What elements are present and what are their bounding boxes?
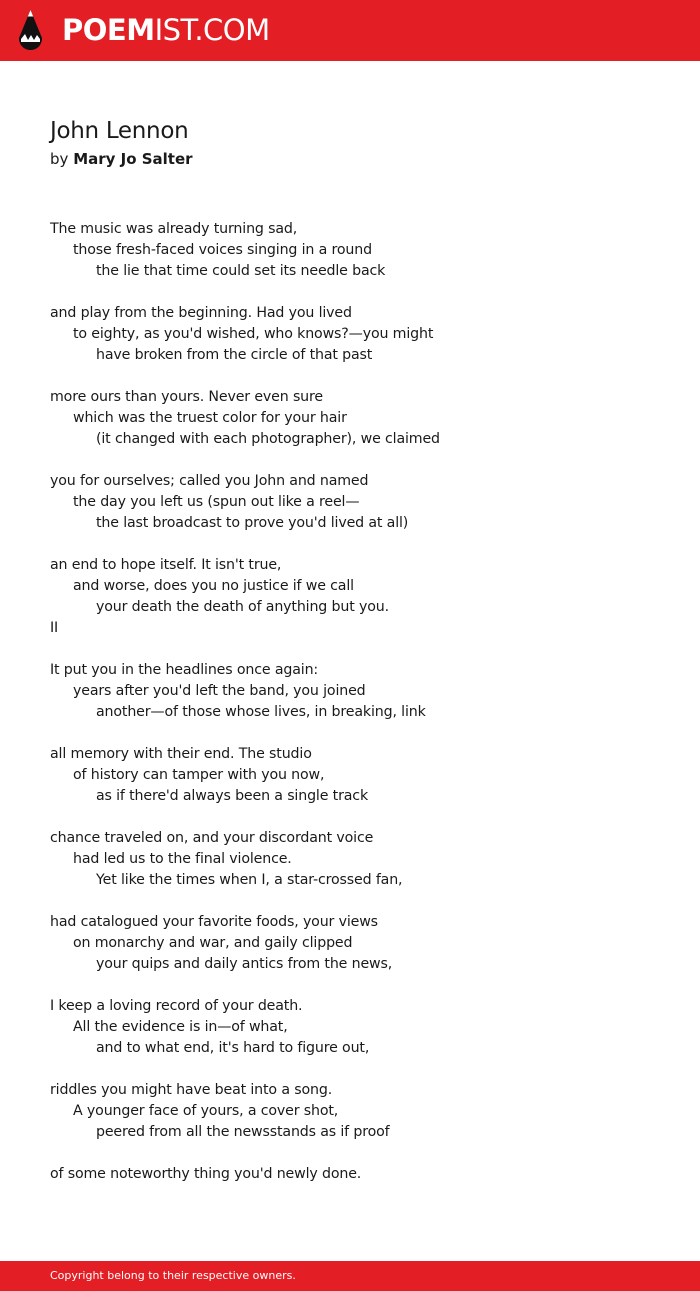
- poem-line: more ours than yours. Never even sure: [50, 389, 323, 405]
- poem-line: The music was already turning sad,: [50, 221, 298, 237]
- poem-line: another—of those whose lives, in breaking, link: [96, 704, 426, 720]
- copyright-notice: Copyright belong to their respective owners.: [50, 1269, 296, 1282]
- pencil-logo-icon: [17, 9, 44, 51]
- logo-text-light: IST.COM: [154, 13, 270, 47]
- stanza-gap: [50, 723, 670, 744]
- poem-line: the day you left us (spun out like a reel—: [73, 494, 360, 510]
- poem-line: riddles you might have beat into a song.: [50, 1082, 333, 1098]
- stanza-gap: [50, 807, 670, 828]
- poem-line: which was the truest color for your hair: [73, 410, 347, 426]
- poem-body: [50, 219, 670, 1185]
- poem-line: of history can tamper with you now,: [73, 767, 325, 783]
- poem-line: the last broadcast to prove you'd lived at all): [96, 515, 409, 531]
- poem-line: had led us to the final violence.: [73, 851, 292, 867]
- poem-line: have broken from the circle of that past: [96, 347, 373, 363]
- site-logo-text: [62, 11, 270, 49]
- poem-line: those fresh-faced voices singing in a round: [73, 242, 372, 258]
- poem-line: II: [50, 620, 59, 636]
- poem-line: peered from all the newsstands as if proof: [96, 1124, 390, 1140]
- poem-line: I keep a loving record of your death.: [50, 998, 303, 1014]
- poem-line: All the evidence is in—of what,: [73, 1019, 288, 1035]
- stanza-gap: [50, 1143, 670, 1164]
- site-logo-link[interactable]: [0, 0, 270, 61]
- poem-title: John Lennon: [50, 118, 189, 144]
- poem-author: Mary Jo Salter: [73, 150, 193, 168]
- poem-line: an end to hope itself. It isn't true,: [50, 557, 282, 573]
- poem-line: on monarchy and war, and gaily clipped: [73, 935, 353, 951]
- logo-text-bold: POEM: [62, 13, 155, 47]
- poem-line: and play from the beginning. Had you lived: [50, 305, 352, 321]
- poem-line: It put you in the headlines once again:: [50, 662, 319, 678]
- poem-line: the lie that time could set its needle back: [96, 263, 386, 279]
- site-header: [0, 0, 700, 61]
- poem-line: had catalogued your favorite foods, your views: [50, 914, 378, 930]
- stanza-gap: [50, 282, 670, 303]
- poem-line: and worse, does you no justice if we call: [73, 578, 354, 594]
- site-footer: [0, 1261, 700, 1291]
- poem-line: all memory with their end. The studio: [50, 746, 312, 762]
- by-label: by: [50, 150, 69, 168]
- poem-line: your quips and daily antics from the news,: [96, 956, 393, 972]
- stanza-gap: [50, 366, 670, 387]
- stanza-gap: [50, 534, 670, 555]
- poem-line: Yet like the times when I, a star-crossed fan,: [96, 872, 403, 888]
- poem-line: of some noteworthy thing you'd newly done.: [50, 1166, 362, 1182]
- stanza-gap: [50, 891, 670, 912]
- poem-line: (it changed with each photographer), we claimed: [96, 431, 440, 447]
- poem-line: A younger face of yours, a cover shot,: [73, 1103, 339, 1119]
- stanza-gap: [50, 450, 670, 471]
- poem-line: your death the death of anything but you.: [96, 599, 389, 615]
- poem-line: you for ourselves; called you John and named: [50, 473, 369, 489]
- stanza-gap: [50, 639, 670, 660]
- poem-line: chance traveled on, and your discordant voice: [50, 830, 374, 846]
- poem-byline: [50, 149, 193, 169]
- poem-line: and to what end, it's hard to figure out,: [96, 1040, 370, 1056]
- poem-line: as if there'd always been a single track: [96, 788, 369, 804]
- poem-line: to eighty, as you'd wished, who knows?—you might: [73, 326, 434, 342]
- poem-line: years after you'd left the band, you joined: [73, 683, 366, 699]
- stanza-gap: [50, 975, 670, 996]
- stanza-gap: [50, 1059, 670, 1080]
